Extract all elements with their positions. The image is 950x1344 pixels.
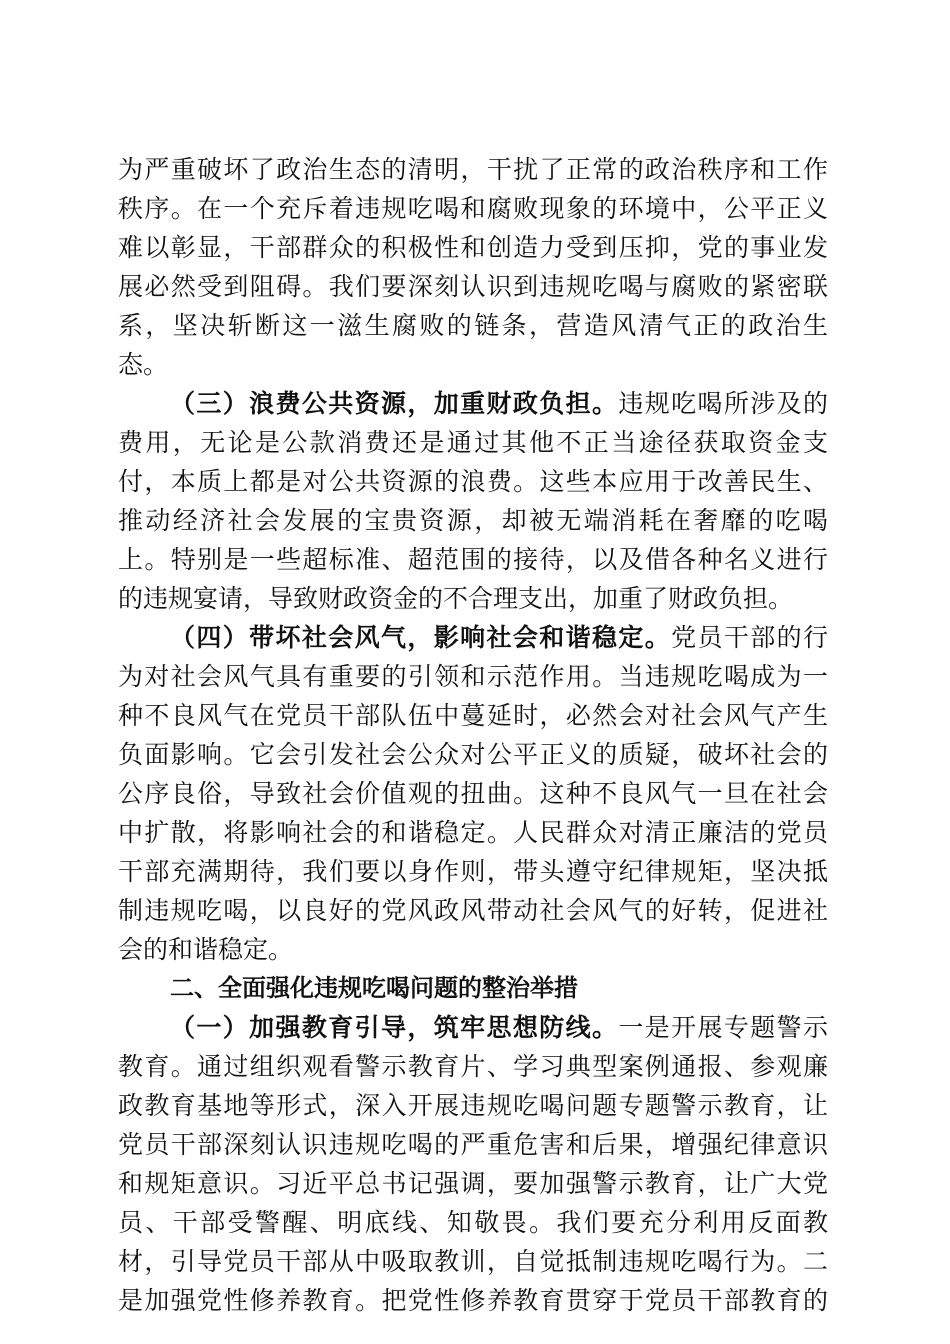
paragraph-lead-heading: （一）加强教育引导，筑牢思想防线。 [170,1013,619,1042]
text-line: 政教育基地等形式，深入开展违规吃喝问题专题警示教育，让 [118,1091,828,1120]
text-line: 会的和谐稳定。 [118,935,294,964]
text-line: 教育。通过组织观看警示教育片、学习典型案例通报、参观廉 [118,1052,828,1081]
text-line: 难以彰显，干部群众的积极性和创造力受到压抑，党的事业发 [118,233,828,262]
paragraph-waste-public-resources [118,384,828,618]
text-fragment: 违规吃喝所涉及的 [618,389,828,418]
text-line: 材，引导党员干部从中吸取教训，自觉抵制违规吃喝行为。二 [118,1247,828,1276]
text-line: 上。特别是一些超标准、超范围的接待，以及借各种名义进行 [118,545,828,574]
text-line: 中扩散，将影响社会的和谐稳定。人民群众对清正廉洁的党员 [118,818,828,847]
text-line [118,1008,828,1047]
text-line: 干部充满期待，我们要以身作则，带头遵守纪律规矩，坚决抵 [118,857,828,886]
text-fragment: 一是开展专题警示 [618,1013,828,1042]
text-line: 公序良俗，导致社会价值观的扭曲。这种不良风气一旦在社会 [118,779,828,808]
paragraph-social-atmosphere [118,618,828,969]
text-line: 推动经济社会发展的宝贵资源，却被无端消耗在奢靡的吃喝 [118,506,828,535]
paragraph-lead-heading: （三）浪费公共资源，加重财政负担。 [170,389,619,418]
text-line: 和规矩意识。习近平总书记强调，要加强警示教育，让广大党 [118,1169,828,1198]
text-line: 为严重破坏了政治生态的清明，干扰了正常的政治秩序和工作 [118,155,828,184]
text-line: 的违规宴请，导致财政资金的不合理支出，加重了财政负担。 [118,584,794,613]
paragraph-education-guidance [118,1008,828,1320]
text-line: 费用，无论是公款消费还是通过其他不正当途径获取资金支 [118,428,828,457]
text-line: 展必然受到阻碍。我们要深刻认识到违规吃喝与腐败的紧密联 [118,272,828,301]
text-line: 付，本质上都是对公共资源的浪费。这些本应用于改善民生、 [118,467,828,496]
text-line: 为对社会风气具有重要的引领和示范作用。当违规吃喝成为一 [118,662,828,691]
text-line: 负面影响。它会引发社会公众对公平正义的质疑，破坏社会的 [118,740,828,769]
paragraph-political-ecology [118,150,828,384]
text-line: 秩序。在一个充斥着违规吃喝和腐败现象的环境中，公平正义 [118,194,828,223]
text-line: 是加强党性修养教育。把党性修养教育贯穿于党员干部教育的 [118,1286,828,1315]
section-heading: 二、全面强化违规吃喝问题的整治举措 [170,974,578,1002]
text-line [118,384,828,423]
text-line: 党员干部深刻认识违规吃喝的严重危害和后果，增强纪律意识 [118,1130,828,1159]
text-line [118,618,828,657]
document-page [118,150,828,1320]
text-line: 员、干部受警醒、明底线、知敬畏。我们要充分利用反面教 [118,1208,828,1237]
text-line: 制违规吃喝，以良好的党风政风带动社会风气的好转，促进社 [118,896,828,925]
text-fragment: 党员干部的行 [671,623,828,652]
text-line: 种不良风气在党员干部队伍中蔓延时，必然会对社会风气产生 [118,701,828,730]
text-line: 态。 [118,350,169,379]
text-line: 系，坚决斩断这一滋生腐败的链条，营造风清气正的政治生 [118,311,828,340]
paragraph-lead-heading: （四）带坏社会风气，影响社会和谐稳定。 [170,623,672,652]
